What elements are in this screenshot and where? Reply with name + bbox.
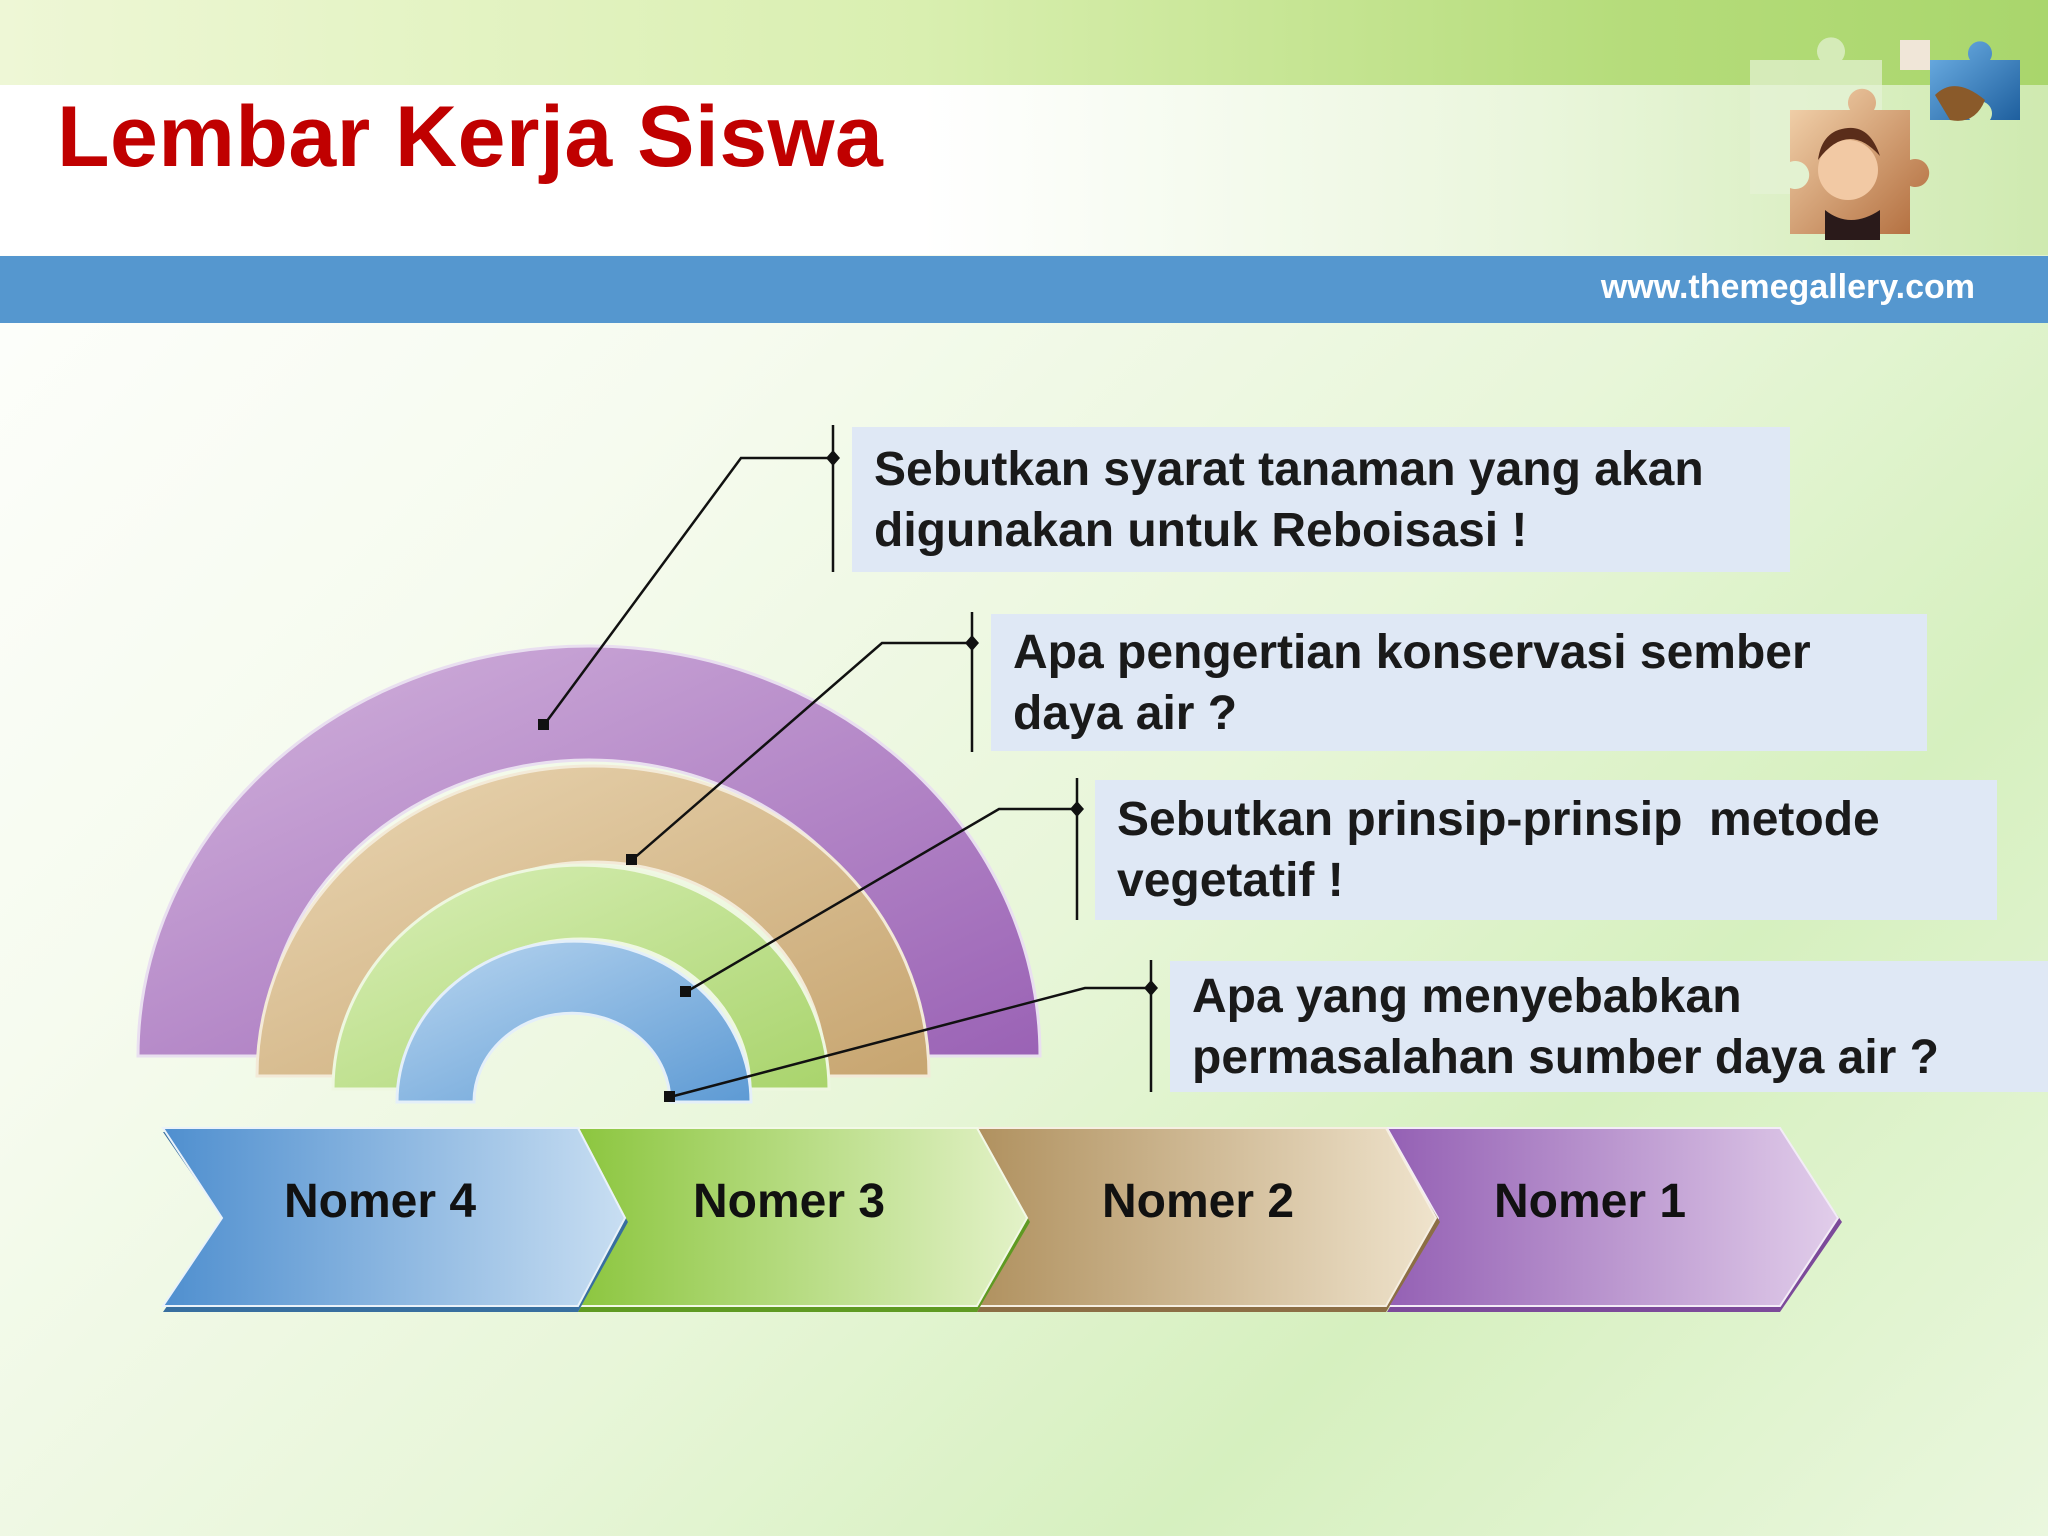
slide-title: Lembar Kerja Siswa: [57, 89, 884, 185]
step-label-nomer-1: Nomer 1: [1493, 1175, 1687, 1228]
question-box-1: [852, 427, 1790, 572]
question-text-1: Sebutkan syarat tanaman yang akan digunakan untuk Reboisasi !: [874, 442, 1704, 557]
question-box-4: [1170, 961, 2048, 1092]
website-url[interactable]: www.themegallery.com: [1600, 268, 1975, 306]
step-label-nomer-2: Nomer 2: [1101, 1175, 1295, 1228]
step-label-nomer-4: Nomer 4: [283, 1175, 477, 1228]
question-text-3: Sebutkan prinsip-prinsip metode vegetatif !: [1117, 793, 1894, 907]
step-label-nomer-3: Nomer 3: [692, 1175, 886, 1228]
question-box-2: [991, 614, 1927, 751]
question-text-2: Apa pengertian konservasi sember daya air ?: [1013, 625, 1811, 740]
question-text-4: Apa yang menyebabkan permasalahan sumber daya air ?: [1192, 969, 1939, 1084]
question-box-3: [1095, 780, 1997, 920]
